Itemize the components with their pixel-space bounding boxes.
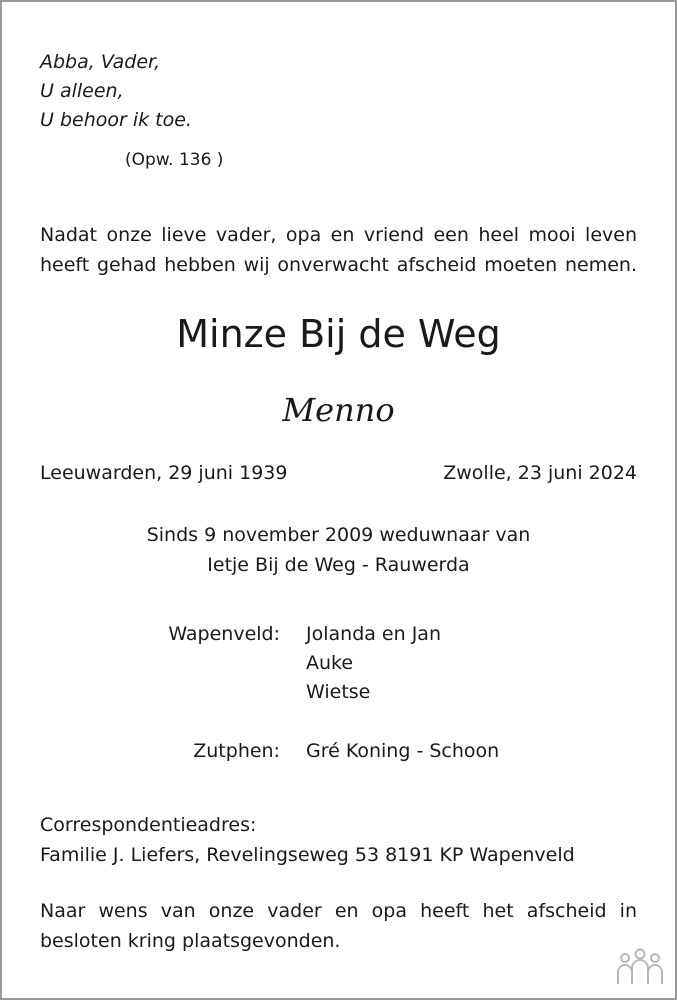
- widower-notice: [0, 520, 677, 580]
- widower-line: Sinds 9 november 2009 weduwnaar van: [146, 524, 531, 546]
- family-place-label: Wapenveld:: [168, 623, 280, 645]
- closing-line: besloten kring plaatsgevonden.: [40, 930, 341, 952]
- family-place-label: Zutphen:: [193, 740, 280, 762]
- family-member: Jolanda en Jan: [306, 623, 441, 645]
- poem-line: U behoor ik toe.: [40, 109, 192, 131]
- intro-text: [40, 220, 637, 280]
- family-member: Auke: [306, 652, 354, 674]
- family-member: Gré Koning - Schoon: [306, 740, 500, 762]
- people-group-icon: [615, 946, 665, 986]
- birth-place-date: Leeuwarden, 29 juni 1939: [40, 462, 288, 484]
- closing-line: Naar wens van onze vader en opa heeft het afscheid in: [40, 900, 637, 922]
- intro-line: Nadat onze lieve vader, opa en vriend een heel mooi leven: [40, 224, 637, 246]
- correspondence-label: Correspondentieadres:: [40, 814, 257, 836]
- poem-line: Abba, Vader,: [40, 51, 161, 73]
- intro-line: heeft gehad hebben wij onverwacht afscheid moeten nemen.: [40, 254, 637, 276]
- closing-text: [40, 896, 637, 956]
- poem-reference: (Opw. 136 ): [125, 150, 224, 170]
- death-place-date: Zwolle, 23 juni 2024: [443, 462, 637, 484]
- deceased-nickname: Menno: [282, 391, 395, 429]
- deceased-name: Minze Bij de Weg: [176, 312, 501, 356]
- correspondence-address: Familie J. Liefers, Revelingseweg 53 8191 KP Wapenveld: [40, 844, 575, 866]
- family-names: [306, 737, 499, 766]
- family-member: Wietse: [306, 681, 371, 703]
- family-names: [306, 620, 441, 707]
- correspondence: [40, 810, 575, 870]
- poem: [40, 48, 192, 135]
- spouse-name: Ietje Bij de Weg - Rauwerda: [207, 554, 470, 576]
- poem-line: U alleen,: [40, 80, 124, 102]
